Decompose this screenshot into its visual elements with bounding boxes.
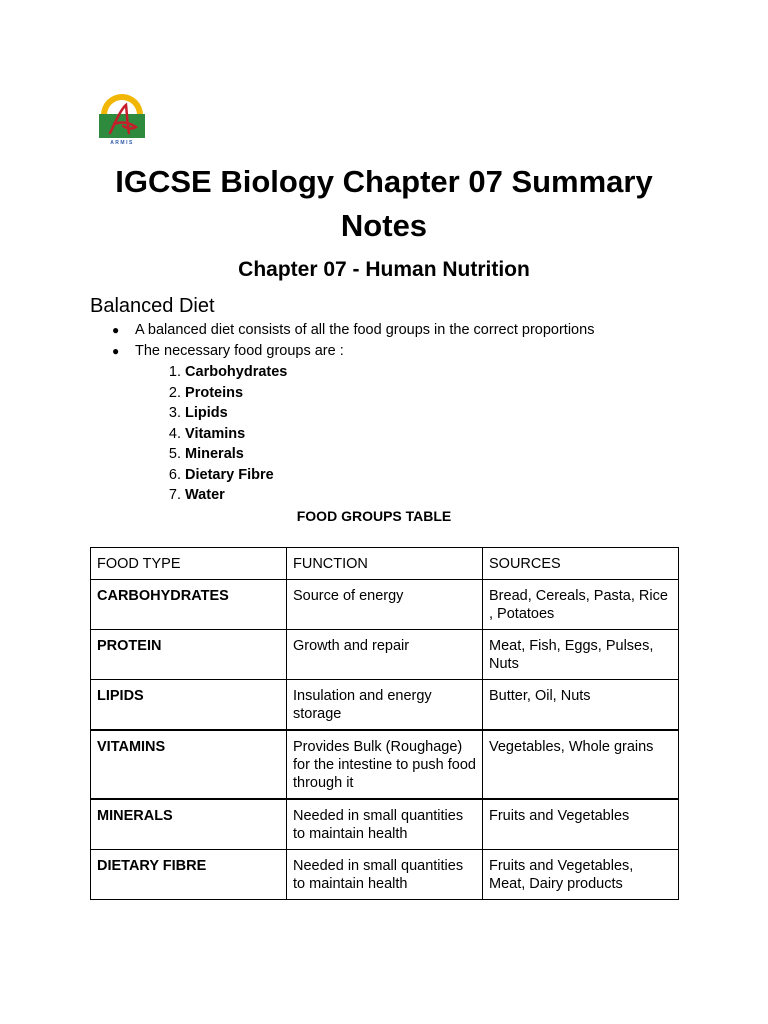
food-groups-list <box>150 362 287 506</box>
cell-sources: Fruits and Vegetables <box>483 799 679 850</box>
list-number: 7. <box>168 487 181 503</box>
cell-sources: Fruits and Vegetables, Meat, Dairy products <box>483 850 679 900</box>
cell-function: Needed in small quantities to maintain health <box>287 850 483 900</box>
food-group-label: Water <box>185 487 225 503</box>
table-row <box>91 850 679 900</box>
bullet-item: ● The necessary food groups are : <box>90 341 594 362</box>
document-title-line-2: Notes <box>340 208 428 243</box>
cell-food-type: PROTEIN <box>91 630 287 680</box>
food-group-item <box>150 403 287 424</box>
table-row <box>91 680 679 731</box>
food-group-item <box>150 424 287 445</box>
food-group-label: Proteins <box>185 384 244 401</box>
cell-function: Insulation and energy storage <box>287 680 483 731</box>
column-header-function: FUNCTION <box>287 548 483 580</box>
food-groups-table <box>90 547 679 900</box>
cell-sources: Bread, Cereals, Pasta, Rice , Potatoes <box>483 580 679 630</box>
balanced-diet-bullets <box>90 320 594 362</box>
table-row <box>91 730 679 799</box>
armis-logo <box>96 93 148 145</box>
cell-food-type: MINERALS <box>91 799 287 850</box>
cell-sources: Vegetables, Whole grains <box>483 730 679 799</box>
food-group-item <box>150 444 287 465</box>
cell-function: Provides Bulk (Roughage) for the intestine to push food through it <box>287 730 483 799</box>
bullet-item: ● A balanced diet consists of all the food groups in the correct proportions <box>90 320 594 341</box>
cell-food-type: LIPIDS <box>91 680 287 731</box>
table-row <box>91 580 679 630</box>
food-group-item <box>150 362 287 383</box>
cell-food-type: VITAMINS <box>91 730 287 799</box>
column-header-sources: SOURCES <box>483 548 679 580</box>
table-row <box>91 630 679 680</box>
list-number: 5. <box>168 446 181 462</box>
section-heading-balanced-diet: Balanced Diet <box>90 295 215 317</box>
cell-sources: Meat, Fish, Eggs, Pulses, Nuts <box>483 630 679 680</box>
cell-sources: Butter, Oil, Nuts <box>483 680 679 731</box>
food-group-label: Lipids <box>185 405 228 421</box>
table-header-row <box>91 548 679 580</box>
cell-function: Needed in small quantities to maintain health <box>287 799 483 850</box>
table-row <box>91 799 679 850</box>
list-number: 6. <box>168 466 181 483</box>
cell-food-type: DIETARY FIBRE <box>91 850 287 900</box>
food-group-label: Minerals <box>185 446 244 462</box>
table-caption: FOOD GROUPS TABLE <box>296 508 452 524</box>
document-title <box>96 160 672 248</box>
cell-food-type: CARBOHYDRATES <box>91 580 287 630</box>
food-group-label: Dietary Fibre <box>185 466 274 483</box>
food-group-label: Vitamins <box>185 425 246 442</box>
food-group-label: Carbohydrates <box>185 364 288 380</box>
document-title-line-1: IGCSE Biology Chapter 07 Summary <box>115 164 653 199</box>
food-group-item <box>150 383 287 404</box>
cell-function: Growth and repair <box>287 630 483 680</box>
logo-wordmark: ARMIS <box>110 140 134 145</box>
list-number: 2. <box>168 384 181 401</box>
food-group-item <box>150 465 287 486</box>
list-number: 1. <box>168 364 181 380</box>
food-group-item <box>150 485 287 506</box>
chapter-title: Chapter 07 - Human Nutrition <box>238 258 530 281</box>
list-number: 3. <box>168 405 181 421</box>
cell-function: Source of energy <box>287 580 483 630</box>
column-header-food-type: FOOD TYPE <box>91 548 287 580</box>
list-number: 4. <box>168 425 181 442</box>
